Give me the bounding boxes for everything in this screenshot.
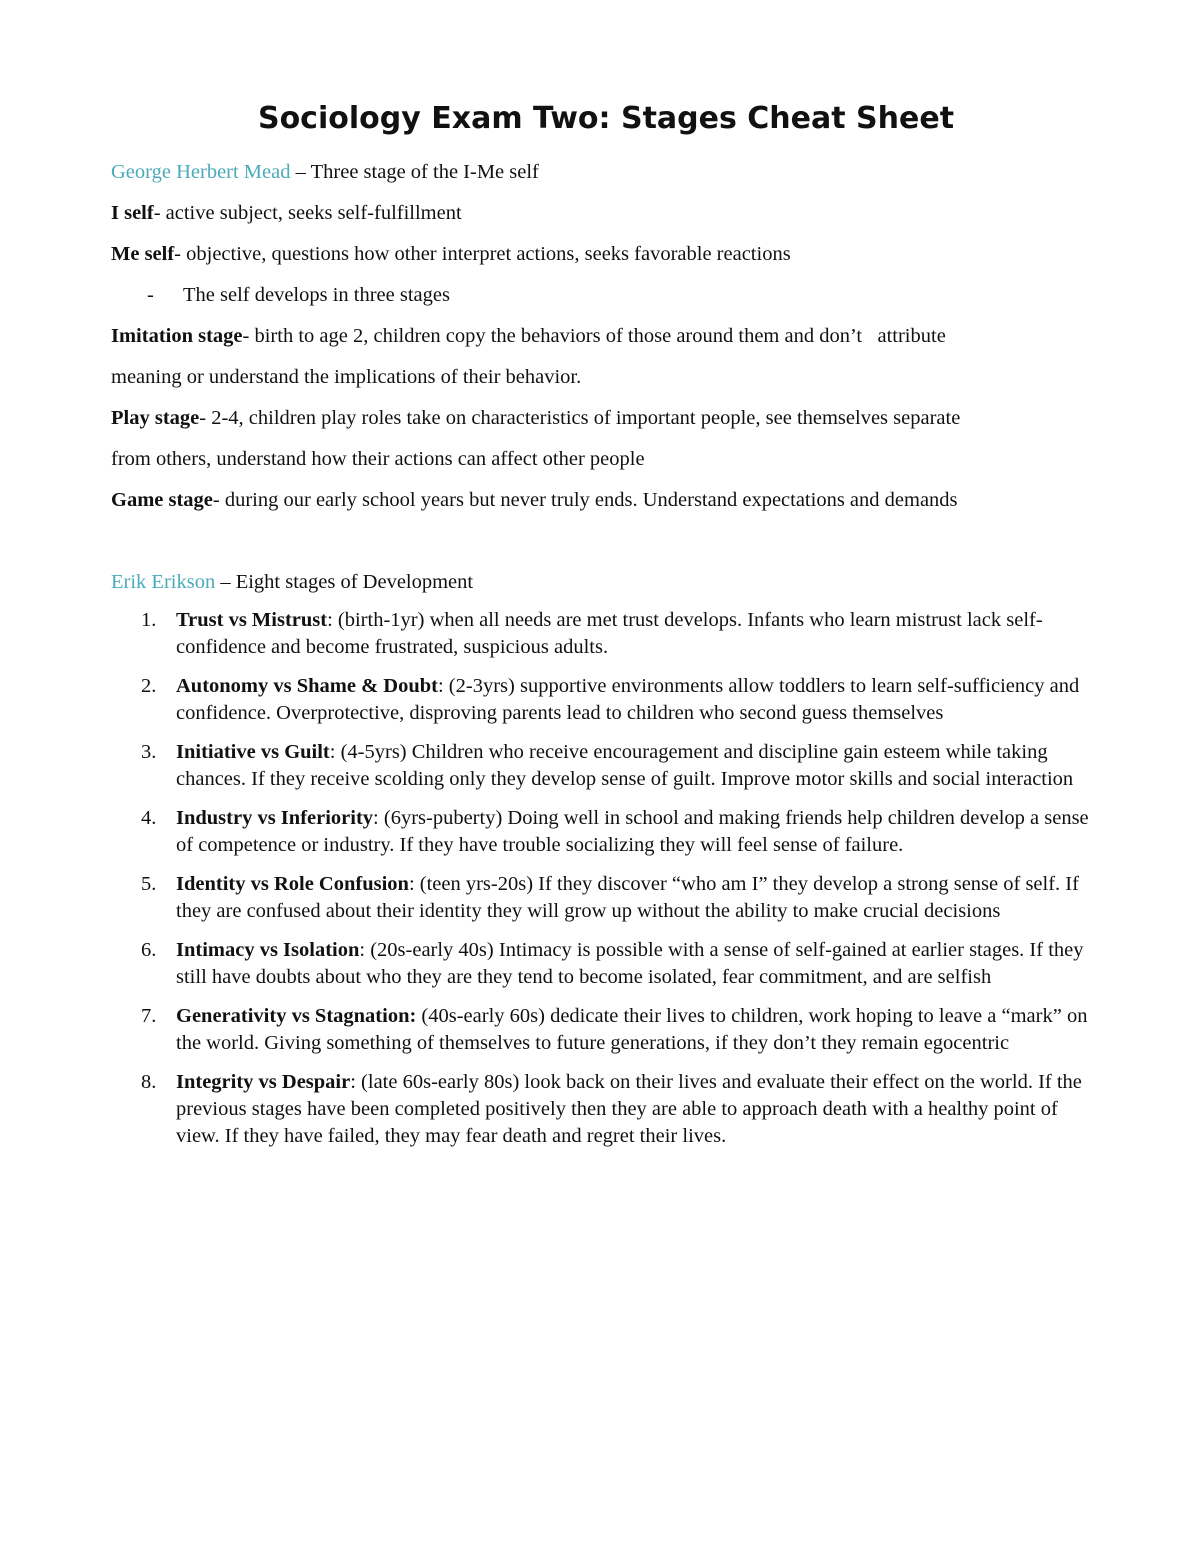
stage-item <box>111 607 1101 661</box>
imitation-stage-term: Imitation stage <box>111 325 243 347</box>
stage-number: 7. <box>141 1005 157 1027</box>
erikson-heading <box>111 562 1101 603</box>
stage-item <box>111 1069 1101 1150</box>
stage-item <box>111 739 1101 793</box>
erikson-section <box>111 562 1101 1150</box>
erikson-subtitle: – Eight stages of Development <box>215 571 474 593</box>
stage-term: Identity vs Role Confusion <box>176 873 409 895</box>
me-self-definition <box>111 234 1101 275</box>
bullet-dash: - <box>147 284 154 306</box>
stage-text: : (2-3yrs) supportive environments allow toddlers to learn self-sufficiency and confidence. Overprotective, disproving parents lead to children who second guess themselves <box>176 675 1080 724</box>
game-stage-term: Game stage <box>111 489 213 511</box>
stage-item <box>111 1003 1101 1057</box>
stage-term: Industry vs Inferiority <box>176 807 374 829</box>
stage-item <box>111 871 1101 925</box>
i-self-text: - active subject, seeks self-fulfillment <box>153 202 462 224</box>
play-stage-term: Play stage <box>111 407 200 429</box>
stage-term: Initiative vs Guilt <box>176 741 330 763</box>
me-self-term: Me self <box>111 243 175 265</box>
stage-text: : (birth-1yr) when all needs are met trust develops. Infants who learn mistrust lack self-confidence and become frustrated, suspicious adults. <box>176 609 1043 658</box>
stage-text: : (late 60s-early 80s) look back on their lives and evaluate their effect on the world. If the previous stages have been completed positively then they are able to approach death with a healthy point of view. If they have failed, they may fear death and regret their lives. <box>176 1071 1082 1147</box>
imitation-stage-text: - birth to age 2, children copy the behaviors of those around them and don’t attribute <box>242 325 946 347</box>
stage-item <box>111 805 1101 859</box>
stage-number: 1. <box>141 609 157 631</box>
mead-subtitle: – Three stage of the I-Me self <box>290 161 539 183</box>
i-self-term: I self <box>111 202 154 224</box>
mead-heading <box>111 152 1101 193</box>
stage-term: Autonomy vs Shame & Doubt <box>176 675 438 697</box>
stage-item <box>111 673 1101 727</box>
document-page <box>111 96 1101 1162</box>
title-regular: Sociology Exam Two: <box>257 101 621 136</box>
play-stage-text: - 2-4, children play roles take on characteristics of important people, see themselves separate <box>199 407 961 429</box>
erikson-stages-list <box>111 607 1101 1150</box>
stage-text: : (teen yrs-20s) If they discover “who am I” they develop a strong sense of self. If they are confused about their identity they will grow up without the ability to make crucial decisions <box>176 873 1079 922</box>
stage-item <box>111 937 1101 991</box>
imitation-stage-line1 <box>111 316 1101 357</box>
stage-number: 6. <box>141 939 157 961</box>
stage-text: : (6yrs-puberty) Doing well in school and making friends help children develop a sense of competence or industry. If they have trouble socializing they will feel sense of failure. <box>176 807 1089 856</box>
page-title <box>111 96 1101 142</box>
mead-name: George Herbert Mead <box>111 161 291 183</box>
mead-section <box>111 152 1101 521</box>
section-spacer <box>111 521 1101 562</box>
stage-text: : (4-5yrs) Children who receive encouragement and discipline gain esteem while taking chances. If they receive scolding only they develop sense of guilt. Improve motor skills and social interaction <box>176 741 1074 790</box>
bullet-text: The self develops in three stages <box>183 284 450 306</box>
me-self-text: - objective, questions how other interpret actions, seeks favorable reactions <box>174 243 791 265</box>
stage-term: Generativity vs Stagnation: <box>176 1005 417 1027</box>
play-stage-line2: from others, understand how their actions can affect other people <box>111 448 645 470</box>
stage-number: 8. <box>141 1071 157 1093</box>
stage-term: Trust vs Mistrust <box>176 609 328 631</box>
stage-number: 2. <box>141 675 157 697</box>
stage-number: 3. <box>141 741 157 763</box>
imitation-stage-line2: meaning or understand the implications of their behavior. <box>111 366 582 388</box>
stage-number: 5. <box>141 873 157 895</box>
game-stage-text: - during our early school years but never truly ends. Understand expectations and demands <box>212 489 958 511</box>
stage-text: (40s-early 60s) dedicate their lives to children, work hoping to leave a “mark” on the world. Giving something of themselves to future generations, if they don’t they remain egocentric <box>176 1005 1088 1054</box>
bullet-item <box>111 275 1101 316</box>
stage-number: 4. <box>141 807 157 829</box>
title-bold: Stages Cheat Sheet <box>620 101 955 136</box>
stage-term: Integrity vs Despair <box>176 1071 351 1093</box>
i-self-definition <box>111 193 1101 234</box>
game-stage-definition <box>111 480 1101 521</box>
stage-term: Intimacy vs Isolation <box>176 939 360 961</box>
stage-text: : (20s-early 40s) Intimacy is possible with a sense of self-gained at earlier stages. If they still have doubts about who they are they tend to become isolated, fear commitment, and are selfish <box>176 939 1084 988</box>
erikson-name: Erik Erikson <box>111 571 216 593</box>
play-stage-line1 <box>111 398 1101 439</box>
